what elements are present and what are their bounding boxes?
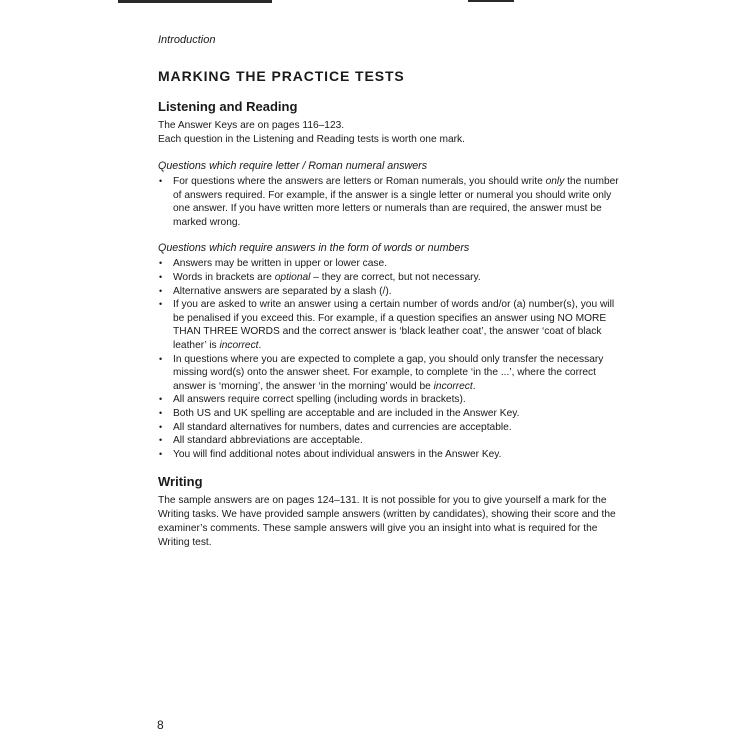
list-item: • Alternative answers are separated by a slash (/). <box>158 285 628 299</box>
listening-reading-title: Listening and Reading <box>158 99 298 114</box>
bullet-text: . <box>472 380 476 392</box>
bullet-text: – they are correct, but not necessary. <box>310 271 481 283</box>
bullet-emphasis: only <box>545 176 565 187</box>
top-edge-rule-left <box>118 0 272 3</box>
list-item: • All standard abbreviations are acceptable. <box>158 434 628 448</box>
list-item: • All answers require correct spelling (including words in brackets). <box>158 393 628 407</box>
bullet-text: If you are asked to write an answer using a certain number of words and/or (a) number(s), you will be penalised if you exceed this. For example, if a question specifies an answer using NO MORE THAN THREE WORDS and the correct answer is ‘black leather coat’, the answer ‘coat of black leather’ is <box>173 299 615 351</box>
writing-paragraph: The sample answers are on pages 124–131. It is not possible for you to give yourself a mark for the Writing tasks. We have provided sample answers (written by candidates), showing their score and the examiner’s comments. These sample answers will give you an insight into what is required for the Writing test. <box>158 495 616 549</box>
bullet-text: Words in brackets are <box>173 271 275 283</box>
page-number: 8 <box>157 718 164 732</box>
word-answers-list <box>158 257 628 461</box>
page-content <box>158 34 628 550</box>
list-item <box>158 175 628 229</box>
bullet-text: In questions where you are expected to complete a gap, you should only transfer the necessary missing word(s) onto the answer sheet. For example, to complete ‘in the ...’, where the correct answer is ‘morning’, the answer ‘in the morning’ would be <box>173 353 604 392</box>
list-item: • All standard alternatives for numbers, dates and currencies are acceptable. <box>158 421 628 435</box>
running-head: Introduction <box>158 34 216 46</box>
bullet-text: . <box>258 339 262 351</box>
letter-answers-heading: Questions which require letter / Roman numeral answers <box>158 160 428 172</box>
top-edge-rule-right <box>468 0 514 2</box>
bullet-emphasis: incorrect <box>219 339 259 351</box>
letter-answers-list <box>158 175 628 229</box>
word-answers-heading: Questions which require answers in the form of words or numbers <box>158 242 470 255</box>
list-item <box>158 353 628 394</box>
bullet-text: the number of answers required. For example, if the answer is a single letter or numeral you should write only one answer. If you have written more letters or numerals than are required, the answer must be marked wrong. <box>173 176 619 228</box>
list-item: • Answers may be written in upper or lower case. <box>158 257 628 271</box>
list-item <box>158 271 628 285</box>
list-item <box>158 298 628 352</box>
answer-keys-pages: The Answer Keys are on pages 116–123. <box>158 120 345 131</box>
bullet-emphasis: incorrect <box>433 380 473 392</box>
list-item: • You will find additional notes about individual answers in the Answer Key. <box>158 448 628 462</box>
list-item: • Both US and UK spelling are acceptable and are included in the Answer Key. <box>158 407 628 421</box>
mark-per-question: Each question in the Listening and Reading tests is worth one mark. <box>158 134 465 145</box>
section-title: MARKING THE PRACTICE TESTS <box>158 68 405 84</box>
bullet-text: For questions where the answers are letters or Roman numerals, you should write <box>173 176 546 187</box>
writing-title: Writing <box>158 474 203 490</box>
bullet-emphasis: optional <box>274 271 311 283</box>
